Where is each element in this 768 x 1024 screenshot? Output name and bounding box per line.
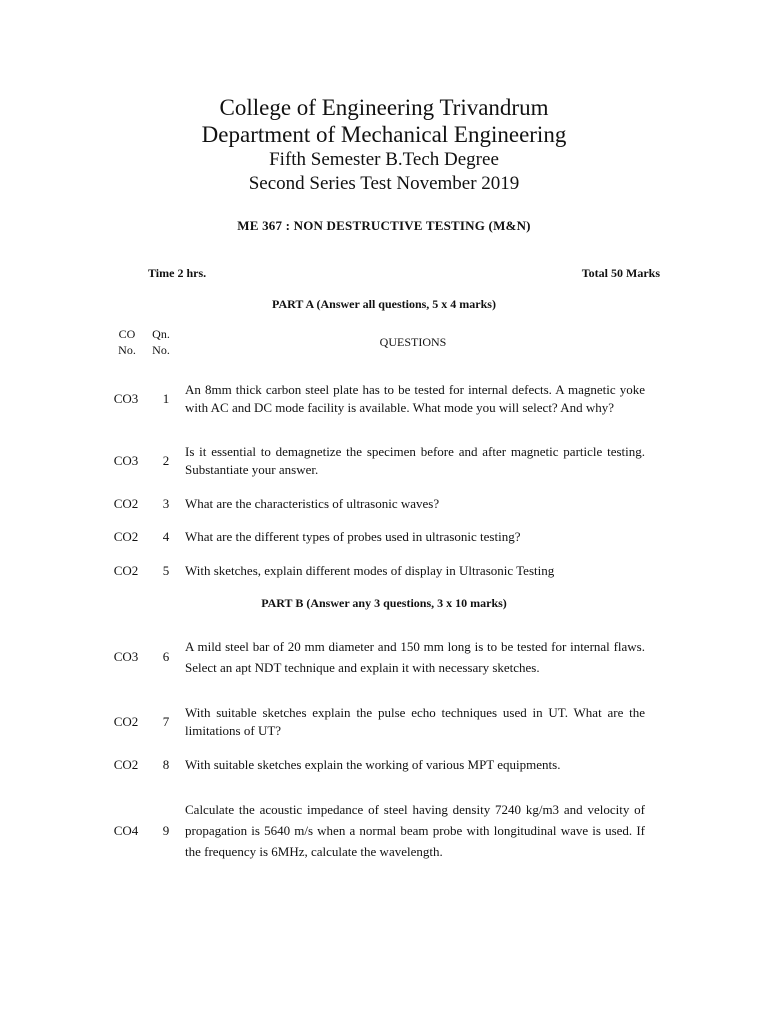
question-text: With suitable sketches explain the working of various MPT equipments. [185,757,561,772]
co-number: CO2 [113,714,139,729]
qn-header-line1: Qn. [152,327,170,341]
question-row [105,527,645,547]
question-number: 5 [162,563,170,578]
question-number: 2 [162,453,170,468]
question-row [105,755,645,775]
semester-line: Fifth Semester B.Tech Degree [269,149,499,170]
co-number: CO3 [113,391,139,406]
co-column-header [110,326,144,358]
co-number: CO2 [113,496,139,511]
question-text: What are the different types of probes used in ultrasonic testing? [185,529,521,544]
course-title: ME 367 : NON DESTRUCTIVE TESTING (M&N) [237,218,531,233]
co-number: CO2 [113,757,139,772]
co-header-line2: No. [118,343,136,357]
question-row [105,494,645,514]
question-row [105,371,645,427]
qn-column-header [144,326,178,358]
question-row [105,788,645,873]
question-row [105,625,645,689]
part-b-title: PART B (Answer any 3 questions, 3 x 10 marks) [261,596,507,610]
question-number: 1 [162,391,170,406]
question-number: 8 [162,757,170,772]
question-text: What are the characteristics of ultrasonic waves? [185,496,440,511]
question-number: 3 [162,496,170,511]
question-text: With sketches, explain different modes of display in Ultrasonic Testing [185,563,555,578]
question-row [105,442,645,480]
total-marks: Total 50 Marks [581,266,660,280]
part-a-title: PART A (Answer all questions, 5 x 4 marks) [272,297,496,311]
test-line: Second Series Test November 2019 [248,173,520,194]
question-number: 4 [162,529,170,544]
question-number: 9 [162,822,170,838]
question-text: An 8mm thick carbon steel plate has to be tested for internal defects. A magnetic yoke with AC and DC mode facility is available. What mode you will select? And why? [185,382,645,415]
co-number: CO4 [113,822,139,838]
question-text: With suitable sketches explain the pulse echo techniques used in UT. What are the limitations of UT? [185,705,645,738]
co-header-line1: CO [118,327,136,341]
qn-header-line2: No. [152,343,170,357]
time-allowed: Time 2 hrs. [148,266,207,280]
college-name: College of Engineering Trivandrum [219,95,549,120]
question-text: Is it essential to demagnetize the specimen before and after magnetic particle testing. Substantiate your answer. [185,444,645,477]
question-number: 7 [162,714,170,729]
co-number: CO2 [113,529,139,544]
question-row [105,703,645,741]
question-text: A mild steel bar of 20 mm diameter and 150 mm long is to be tested for internal flaws. Select an apt NDT technique and explain it with necessary sketches. [185,639,645,675]
co-number: CO2 [113,563,139,578]
department-name: Department of Mechanical Engineering [201,122,567,147]
co-number: CO3 [113,649,139,664]
questions-column-header: QUESTIONS [379,335,447,349]
question-number: 6 [162,649,170,664]
question-text: Calculate the acoustic impedance of steel having density 7240 kg/m3 and velocity of propagation is 5640 m/s when a normal beam probe with longitudinal wave is used. If the frequency is 6MHz, calculate the wavelength. [185,802,645,859]
question-row [105,561,645,581]
co-number: CO3 [113,453,139,468]
